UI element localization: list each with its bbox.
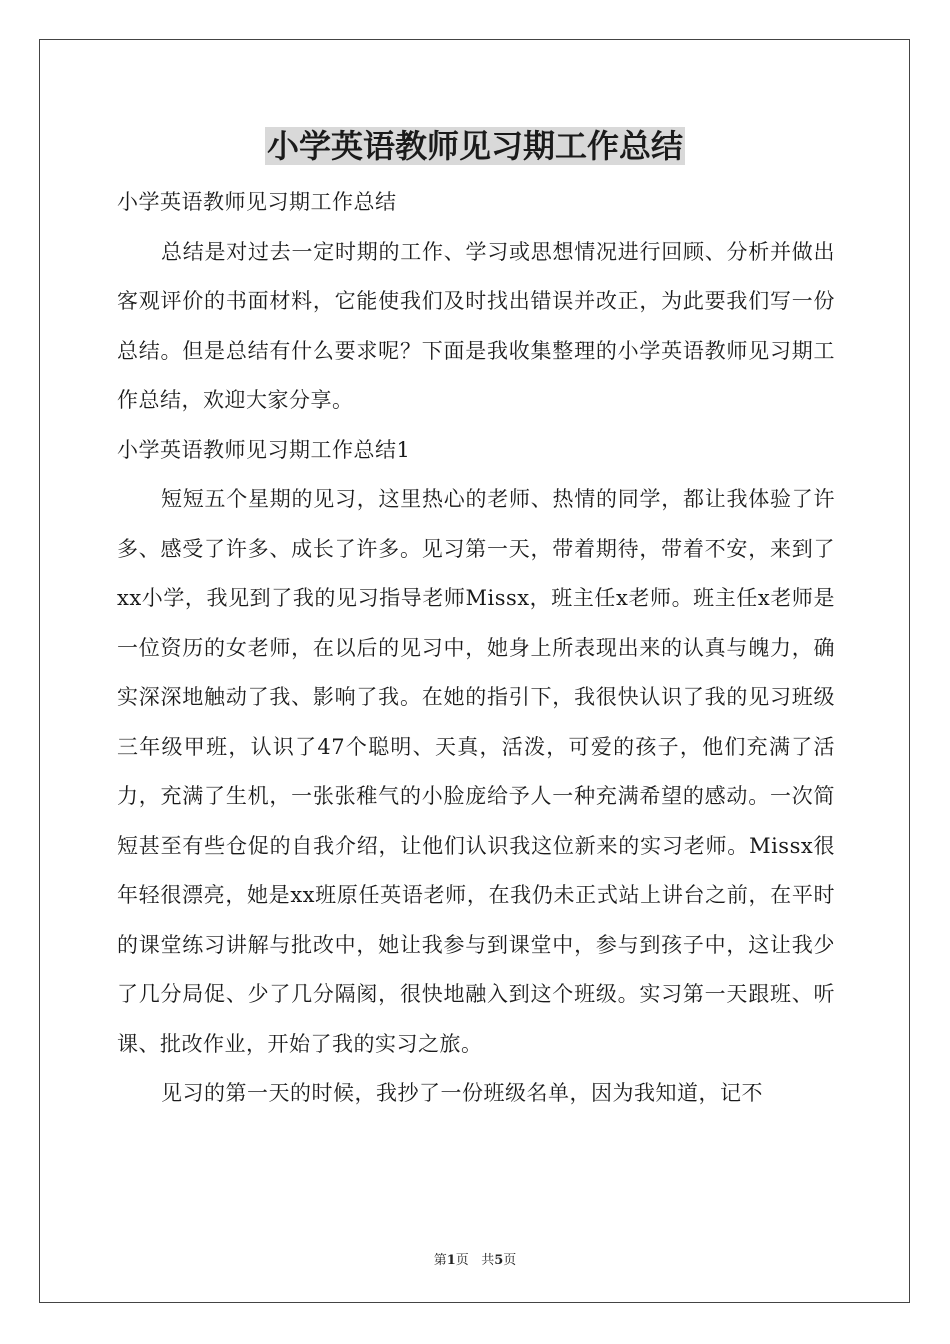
footer-page-prefix: 第 — [433, 1253, 447, 1268]
section-heading: 小学英语教师见习期工作总结1 — [117, 437, 411, 462]
footer-page-suffix: 页 — [455, 1253, 469, 1268]
body-paragraph: 短短五个星期的见习，这里热心的老师、热情的同学，都让我体验了许多、感受了许多、成长了许多。见习第一天，带着期待，带着不安，来到了xx小学，我见到了我的见习指导老师Missx，班主任x老师。班主任x老师是一位资历的女老师，在以后的见习中，她身上所表现出来的认真与魄力，确实深深地触动了我、影响了我。在她的指引下，我很快认识了我的见习班级三年级甲班，认识了47个聪明、天真，活泼，可爱的孩子，他们充满了活力，充满了生机，一张张稚气的小脸庞给予人一种充满希望的感动。一次简短甚至有些仓促的自我介绍，让他们认识我这位新来的实习老师。Missx很年轻很漂亮，她是xx班原任英语老师，在我仍未正式站上讲台之前，在平时的课堂练习讲解与批改中，她让我参与到课堂中，参与到孩子中，这让我少了几分局促、少了几分隔阂，很快地融入到这个班级。实习第一天跟班、听课、批改作业，开始了我的实习之旅。 — [117, 487, 835, 1056]
footer-total-suffix: 页 — [503, 1253, 517, 1268]
body-paragraph-continued: 见习的第一天的时候，我抄了一份班级名单，因为我知道，记不 — [161, 1081, 763, 1105]
document-body — [117, 178, 835, 1119]
page-footer — [0, 1249, 950, 1268]
footer-page-number: 1 — [446, 1253, 456, 1268]
intro-paragraph: 总结是对过去一定时期的工作、学习或思想情况进行回顾、分析并做出客观评价的书面材料，它能使我们及时找出错误并改正，为此要我们写一份总结。但是总结有什么要求呢？下面是我收集整理的小学英语教师见习期工作总结，欢迎大家分享。 — [117, 239, 835, 412]
footer-total-prefix: 共 — [481, 1253, 495, 1268]
document-title-text: 小学英语教师见习期工作总结 — [266, 127, 683, 165]
footer-total-pages: 5 — [494, 1253, 504, 1268]
document-subtitle: 小学英语教师见习期工作总结 — [117, 190, 397, 214]
document-title — [0, 124, 950, 168]
